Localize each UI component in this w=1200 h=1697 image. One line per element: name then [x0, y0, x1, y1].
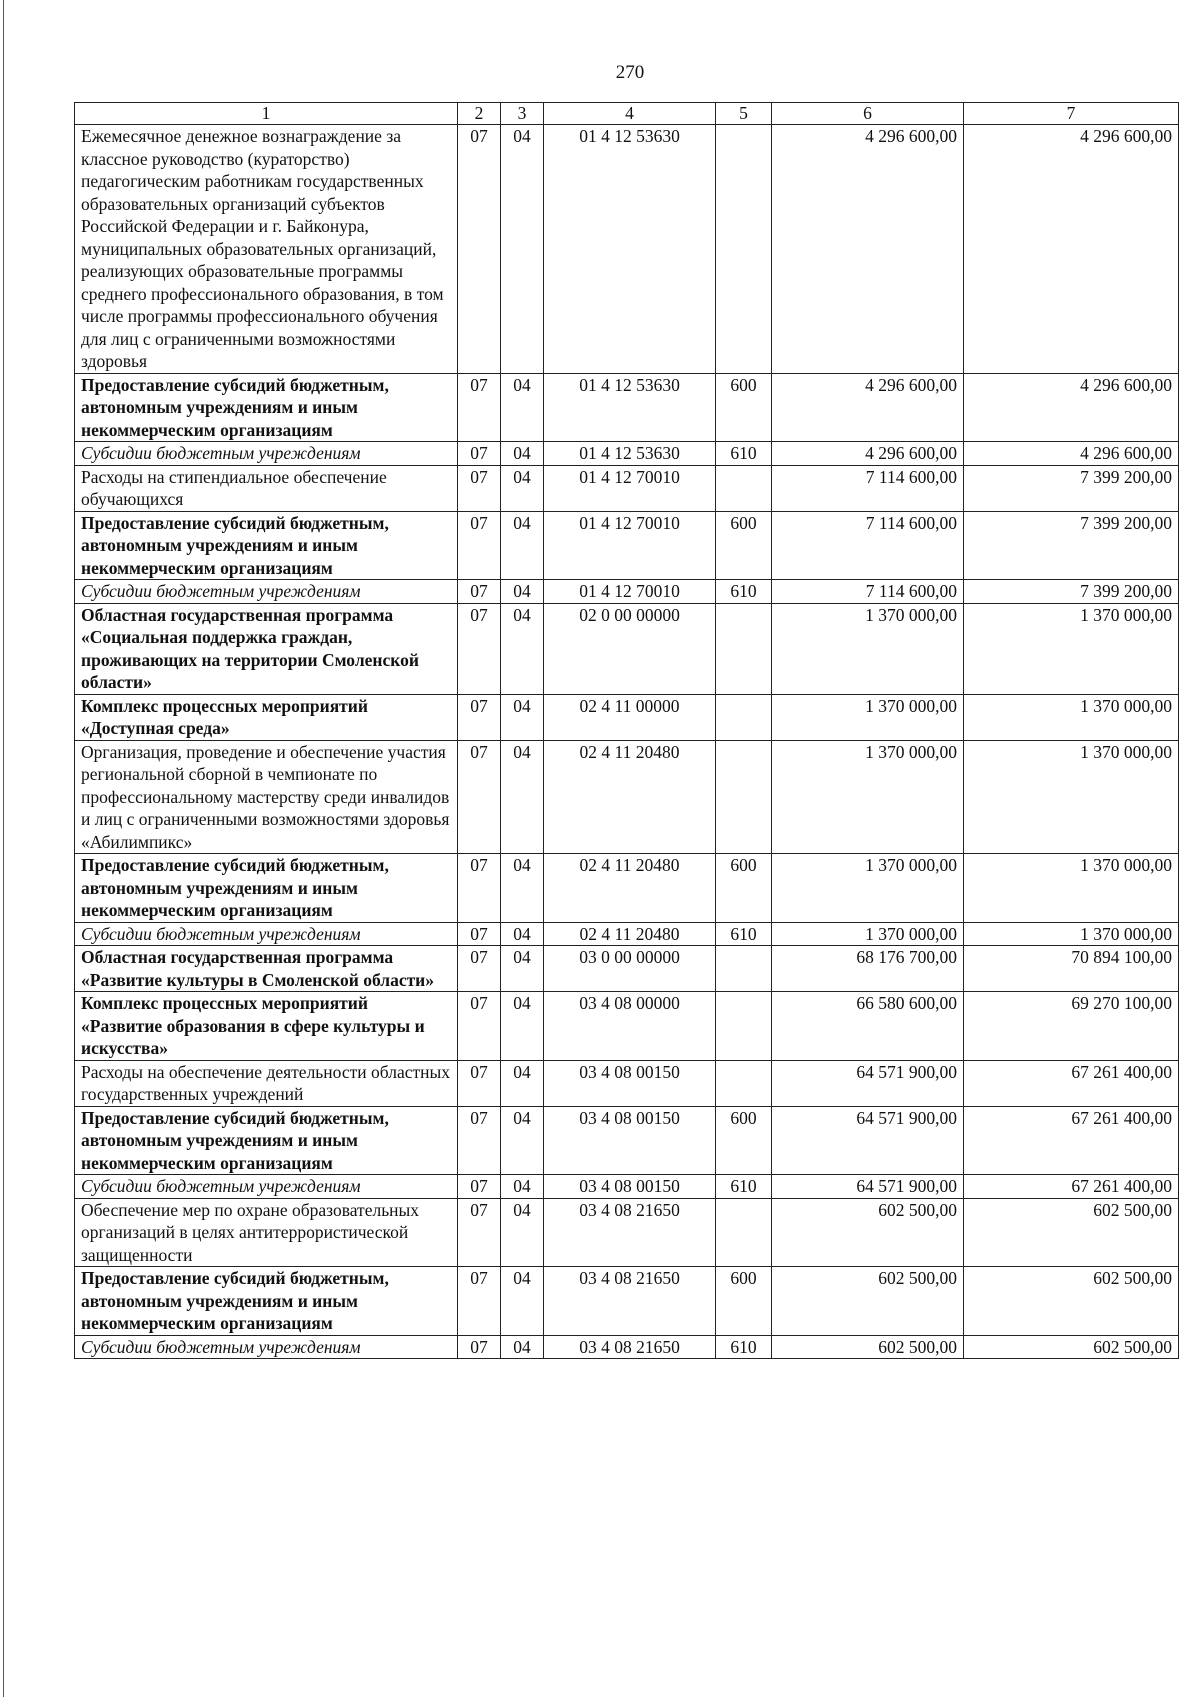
- row-name-cell: Комплекс процессных мероприятий «Развитие образования в сфере культуры и искусства»: [75, 992, 458, 1061]
- subsection-code-cell: 04: [501, 373, 544, 442]
- amount-year-1-cell: 602 500,00: [772, 1267, 964, 1336]
- amount-year-2-cell: 1 370 000,00: [964, 740, 1179, 854]
- table-row: [75, 992, 1179, 1061]
- table-row: [75, 1106, 1179, 1175]
- subsection-code-cell: 04: [501, 125, 544, 374]
- section-code-cell: 07: [458, 580, 501, 604]
- table-row: [75, 125, 1179, 374]
- row-name-cell: Организация, проведение и обеспечение участия региональной сборной в чемпионате по профессиональному мастерству среди инвалидов и лиц с ограниченными возможностями здоровья «Абилимпикс»: [75, 740, 458, 854]
- amount-year-1-cell: 1 370 000,00: [772, 740, 964, 854]
- expense-type-code-cell: 600: [716, 1267, 772, 1336]
- amount-year-1-cell: 7 114 600,00: [772, 465, 964, 511]
- section-code-cell: 07: [458, 946, 501, 992]
- amount-year-1-cell: 7 114 600,00: [772, 511, 964, 580]
- amount-year-2-cell: 4 296 600,00: [964, 373, 1179, 442]
- subsection-code-cell: 04: [501, 1198, 544, 1267]
- column-number-row: [75, 103, 1179, 125]
- subsection-code-cell: 04: [501, 603, 544, 694]
- header-cell: 3: [501, 103, 544, 125]
- expense-type-code-cell: 600: [716, 1106, 772, 1175]
- table-row: [75, 854, 1179, 923]
- section-code-cell: 07: [458, 373, 501, 442]
- amount-year-1-cell: 64 571 900,00: [772, 1175, 964, 1199]
- target-article-code-cell: 02 4 11 20480: [544, 854, 716, 923]
- subsection-code-cell: 04: [501, 946, 544, 992]
- expense-type-code-cell: 610: [716, 1335, 772, 1359]
- budget-table: [74, 102, 1179, 1359]
- row-name-cell: Субсидии бюджетным учреждениям: [75, 1175, 458, 1199]
- amount-year-2-cell: 70 894 100,00: [964, 946, 1179, 992]
- amount-year-1-cell: 1 370 000,00: [772, 603, 964, 694]
- expense-type-code-cell: 610: [716, 580, 772, 604]
- amount-year-1-cell: 64 571 900,00: [772, 1106, 964, 1175]
- table-row: [75, 442, 1179, 466]
- target-article-code-cell: 02 4 11 20480: [544, 922, 716, 946]
- page-number: 270: [615, 62, 645, 83]
- table-row: [75, 465, 1179, 511]
- row-name-cell: Субсидии бюджетным учреждениям: [75, 922, 458, 946]
- row-name-cell: Предоставление субсидий бюджетным, автономным учреждениям и иным некоммерческим организациям: [75, 511, 458, 580]
- table-row: [75, 373, 1179, 442]
- amount-year-1-cell: 1 370 000,00: [772, 694, 964, 740]
- header-cell: 7: [964, 103, 1179, 125]
- header-cell: 5: [716, 103, 772, 125]
- subsection-code-cell: 04: [501, 992, 544, 1061]
- target-article-code-cell: 02 0 00 00000: [544, 603, 716, 694]
- expense-type-code-cell: 600: [716, 854, 772, 923]
- subsection-code-cell: 04: [501, 580, 544, 604]
- subsection-code-cell: 04: [501, 740, 544, 854]
- expense-type-code-cell: [716, 1198, 772, 1267]
- table-row: [75, 580, 1179, 604]
- amount-year-2-cell: 7 399 200,00: [964, 580, 1179, 604]
- amount-year-2-cell: 69 270 100,00: [964, 992, 1179, 1061]
- subsection-code-cell: 04: [501, 1175, 544, 1199]
- target-article-code-cell: 02 4 11 00000: [544, 694, 716, 740]
- amount-year-1-cell: 64 571 900,00: [772, 1060, 964, 1106]
- amount-year-2-cell: 7 399 200,00: [964, 465, 1179, 511]
- table-row: [75, 603, 1179, 694]
- table-row: [75, 511, 1179, 580]
- target-article-code-cell: 03 4 08 00150: [544, 1175, 716, 1199]
- row-name-cell: Обеспечение мер по охране образовательных организаций в целях антитеррористической защищенности: [75, 1198, 458, 1267]
- row-name-cell: Предоставление субсидий бюджетным, автономным учреждениям и иным некоммерческим организациям: [75, 1106, 458, 1175]
- expense-type-code-cell: [716, 946, 772, 992]
- amount-year-1-cell: 4 296 600,00: [772, 373, 964, 442]
- section-code-cell: 07: [458, 1175, 501, 1199]
- amount-year-2-cell: 1 370 000,00: [964, 603, 1179, 694]
- amount-year-2-cell: 1 370 000,00: [964, 922, 1179, 946]
- section-code-cell: 07: [458, 1267, 501, 1336]
- amount-year-1-cell: 4 296 600,00: [772, 125, 964, 374]
- amount-year-1-cell: 1 370 000,00: [772, 854, 964, 923]
- amount-year-1-cell: 68 176 700,00: [772, 946, 964, 992]
- expense-type-code-cell: [716, 125, 772, 374]
- amount-year-2-cell: 67 261 400,00: [964, 1060, 1179, 1106]
- row-name-cell: Областная государственная программа «Социальная поддержка граждан, проживающих на территории Смоленской области»: [75, 603, 458, 694]
- amount-year-2-cell: 4 296 600,00: [964, 442, 1179, 466]
- row-name-cell: Субсидии бюджетным учреждениям: [75, 442, 458, 466]
- amount-year-1-cell: 66 580 600,00: [772, 992, 964, 1061]
- section-code-cell: 07: [458, 1335, 501, 1359]
- subsection-code-cell: 04: [501, 1335, 544, 1359]
- amount-year-1-cell: 602 500,00: [772, 1335, 964, 1359]
- table-body: [75, 103, 1179, 1359]
- row-name-cell: Предоставление субсидий бюджетным, автономным учреждениям и иным некоммерческим организациям: [75, 854, 458, 923]
- target-article-code-cell: 01 4 12 70010: [544, 511, 716, 580]
- target-article-code-cell: 01 4 12 53630: [544, 373, 716, 442]
- table-row: [75, 922, 1179, 946]
- row-name-cell: Субсидии бюджетным учреждениям: [75, 1335, 458, 1359]
- scan-edge-line: [3, 0, 4, 1697]
- expense-type-code-cell: [716, 1060, 772, 1106]
- subsection-code-cell: 04: [501, 1267, 544, 1336]
- amount-year-2-cell: 1 370 000,00: [964, 854, 1179, 923]
- target-article-code-cell: 03 4 08 00150: [544, 1060, 716, 1106]
- target-article-code-cell: 03 4 08 00150: [544, 1106, 716, 1175]
- row-name-cell: Расходы на стипендиальное обеспечение обучающихся: [75, 465, 458, 511]
- expense-type-code-cell: [716, 740, 772, 854]
- amount-year-2-cell: 67 261 400,00: [964, 1106, 1179, 1175]
- header-cell: 4: [544, 103, 716, 125]
- row-name-cell: Предоставление субсидий бюджетным, автономным учреждениям и иным некоммерческим организациям: [75, 373, 458, 442]
- section-code-cell: 07: [458, 854, 501, 923]
- section-code-cell: 07: [458, 442, 501, 466]
- target-article-code-cell: 01 4 12 70010: [544, 465, 716, 511]
- subsection-code-cell: 04: [501, 854, 544, 923]
- subsection-code-cell: 04: [501, 922, 544, 946]
- amount-year-1-cell: 1 370 000,00: [772, 922, 964, 946]
- row-name-cell: Субсидии бюджетным учреждениям: [75, 580, 458, 604]
- target-article-code-cell: 01 4 12 53630: [544, 442, 716, 466]
- expense-type-code-cell: [716, 992, 772, 1061]
- expense-type-code-cell: [716, 465, 772, 511]
- expense-type-code-cell: 600: [716, 373, 772, 442]
- expense-type-code-cell: 610: [716, 1175, 772, 1199]
- table-row: [75, 694, 1179, 740]
- target-article-code-cell: 01 4 12 70010: [544, 580, 716, 604]
- section-code-cell: 07: [458, 694, 501, 740]
- table-row: [75, 946, 1179, 992]
- table-row: [75, 1335, 1179, 1359]
- table-row: [75, 1060, 1179, 1106]
- section-code-cell: 07: [458, 465, 501, 511]
- subsection-code-cell: 04: [501, 465, 544, 511]
- expense-type-code-cell: 600: [716, 511, 772, 580]
- target-article-code-cell: 03 4 08 21650: [544, 1198, 716, 1267]
- section-code-cell: 07: [458, 922, 501, 946]
- expense-type-code-cell: 610: [716, 442, 772, 466]
- amount-year-2-cell: 67 261 400,00: [964, 1175, 1179, 1199]
- amount-year-1-cell: 4 296 600,00: [772, 442, 964, 466]
- target-article-code-cell: 01 4 12 53630: [544, 125, 716, 374]
- row-name-cell: Предоставление субсидий бюджетным, автономным учреждениям и иным некоммерческим организациям: [75, 1267, 458, 1336]
- section-code-cell: 07: [458, 511, 501, 580]
- subsection-code-cell: 04: [501, 1060, 544, 1106]
- row-name-cell: Комплекс процессных мероприятий «Доступная среда»: [75, 694, 458, 740]
- header-cell: 1: [75, 103, 458, 125]
- amount-year-1-cell: 602 500,00: [772, 1198, 964, 1267]
- section-code-cell: 07: [458, 992, 501, 1061]
- section-code-cell: 07: [458, 1198, 501, 1267]
- table-row: [75, 740, 1179, 854]
- table-row: [75, 1267, 1179, 1336]
- table-row: [75, 1198, 1179, 1267]
- amount-year-2-cell: 1 370 000,00: [964, 694, 1179, 740]
- section-code-cell: 07: [458, 740, 501, 854]
- row-name-cell: Ежемесячное денежное вознаграждение за классное руководство (кураторство) педагогическим работникам государственных образовательных организаций субъектов Российской Федерации и г. Байконура, муниципальных образовательных организаций, реализующих образовательные программы среднего профессионального образования, в том числе программы профессионального обучения для лиц с ограниченными возможностями здоровья: [75, 125, 458, 374]
- row-name-cell: Расходы на обеспечение деятельности областных государственных учреждений: [75, 1060, 458, 1106]
- target-article-code-cell: 03 0 00 00000: [544, 946, 716, 992]
- target-article-code-cell: 03 4 08 00000: [544, 992, 716, 1061]
- header-cell: 2: [458, 103, 501, 125]
- subsection-code-cell: 04: [501, 442, 544, 466]
- expense-type-code-cell: [716, 694, 772, 740]
- target-article-code-cell: 02 4 11 20480: [544, 740, 716, 854]
- amount-year-2-cell: 602 500,00: [964, 1335, 1179, 1359]
- amount-year-2-cell: 4 296 600,00: [964, 125, 1179, 374]
- amount-year-2-cell: 602 500,00: [964, 1198, 1179, 1267]
- subsection-code-cell: 04: [501, 694, 544, 740]
- amount-year-1-cell: 7 114 600,00: [772, 580, 964, 604]
- expense-type-code-cell: 610: [716, 922, 772, 946]
- amount-year-2-cell: 602 500,00: [964, 1267, 1179, 1336]
- section-code-cell: 07: [458, 1106, 501, 1175]
- row-name-cell: Областная государственная программа «Развитие культуры в Смоленской области»: [75, 946, 458, 992]
- target-article-code-cell: 03 4 08 21650: [544, 1267, 716, 1336]
- amount-year-2-cell: 7 399 200,00: [964, 511, 1179, 580]
- table-row: [75, 1175, 1179, 1199]
- subsection-code-cell: 04: [501, 1106, 544, 1175]
- subsection-code-cell: 04: [501, 511, 544, 580]
- header-cell: 6: [772, 103, 964, 125]
- target-article-code-cell: 03 4 08 21650: [544, 1335, 716, 1359]
- section-code-cell: 07: [458, 1060, 501, 1106]
- section-code-cell: 07: [458, 125, 501, 374]
- expense-type-code-cell: [716, 603, 772, 694]
- section-code-cell: 07: [458, 603, 501, 694]
